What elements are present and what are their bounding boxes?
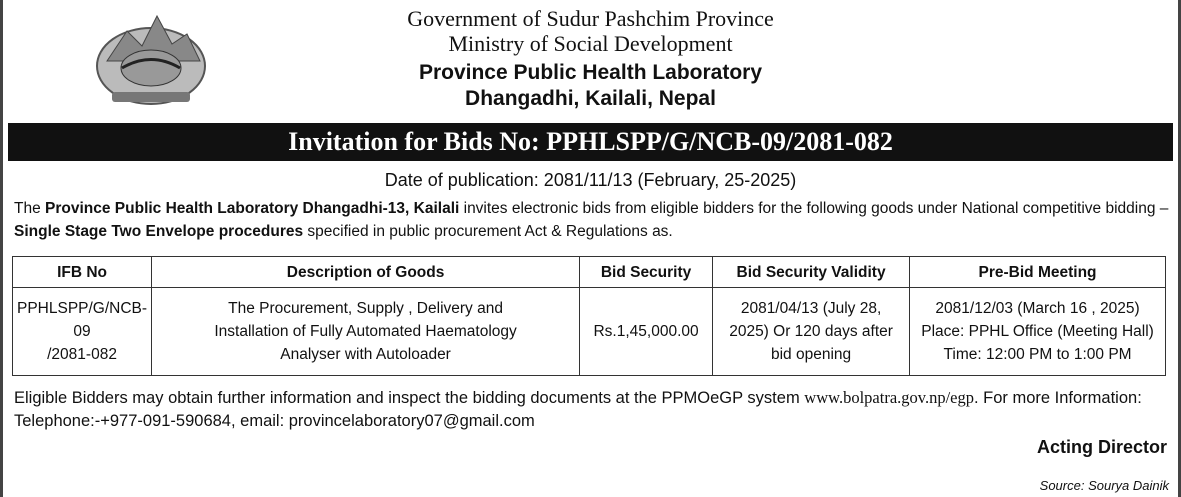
intro-text: invites electronic bids from eligible bidders for the following goods under National competitive bidding – [459,200,1169,217]
header-government: Government of Sudur Pashchim Province [407,6,774,31]
cell-description [152,288,580,376]
ifb-title-banner: Invitation for Bids No: PPHLSPP/G/NCB-09/2081-082 [8,123,1173,161]
bolpatra-link[interactable]: www.bolpatra.gov.np/egp [804,388,974,407]
cell-line: Analyser with Autoloader [280,346,451,363]
cell-prebid [910,288,1166,376]
intro-text: specified in public procurement Act & Regulations as. [303,223,673,240]
signatory: Acting Director [1036,437,1167,457]
bid-table [12,256,1166,376]
intro-text: The [14,200,46,217]
cell-line: Place: PPHL Office (Meeting Hall) [921,323,1154,340]
footer-contact: . For more Information: Telephone:-+977-091-590684, email: provincelaboratory07@gmail.com [14,389,1142,430]
col-bid-security: Bid Security [580,257,713,288]
cell-line: Time: 12:00 PM to 1:00 PM [943,346,1132,363]
col-ifb-no: IFB No [13,257,152,288]
source-credit: Source: Sourya Dainik [1039,478,1169,493]
table-header-row [13,257,1166,288]
header-location: Dhangadhi, Kailali, Nepal [465,87,716,110]
footer-text: Eligible Bidders may obtain further information and inspect the bidding documents at the PPMOeGP system [14,389,805,407]
col-description: Description of Goods [152,257,580,288]
intro-bold-procedure: Single Stage Two Envelope procedures [14,223,304,240]
col-prebid: Pre-Bid Meeting [910,257,1166,288]
footer-info [14,386,1161,433]
cell-line: bid opening [770,346,852,363]
cell-line: 2081/12/03 (March 16 , 2025) [935,300,1140,317]
table-row [13,288,1166,376]
header-ministry: Ministry of Social Development [448,31,733,56]
cell-bid-security: Rs.1,45,000.00 [580,288,713,376]
cell-line: PPHLSPP/G/NCB-09 [17,300,148,340]
publication-date: Date of publication: 2081/11/13 (February, 25-2025) [384,170,797,190]
cell-ifb-no [13,288,152,376]
cell-line: 2025) Or 120 days after [729,323,893,340]
col-validity: Bid Security Validity [713,257,910,288]
cell-line: 2081/04/13 (July 28, [740,300,882,317]
cell-validity [713,288,910,376]
header-lab: Province Public Health Laboratory [418,61,763,84]
cell-line: /2081-082 [47,346,117,363]
cell-line: Installation of Fully Automated Haematology [214,323,517,340]
cell-line: The Procurement, Supply , Delivery and [228,300,503,317]
intro-paragraph [14,197,1169,243]
intro-bold-org: Province Public Health Laboratory Dhangadhi-13, Kailali [45,200,460,217]
